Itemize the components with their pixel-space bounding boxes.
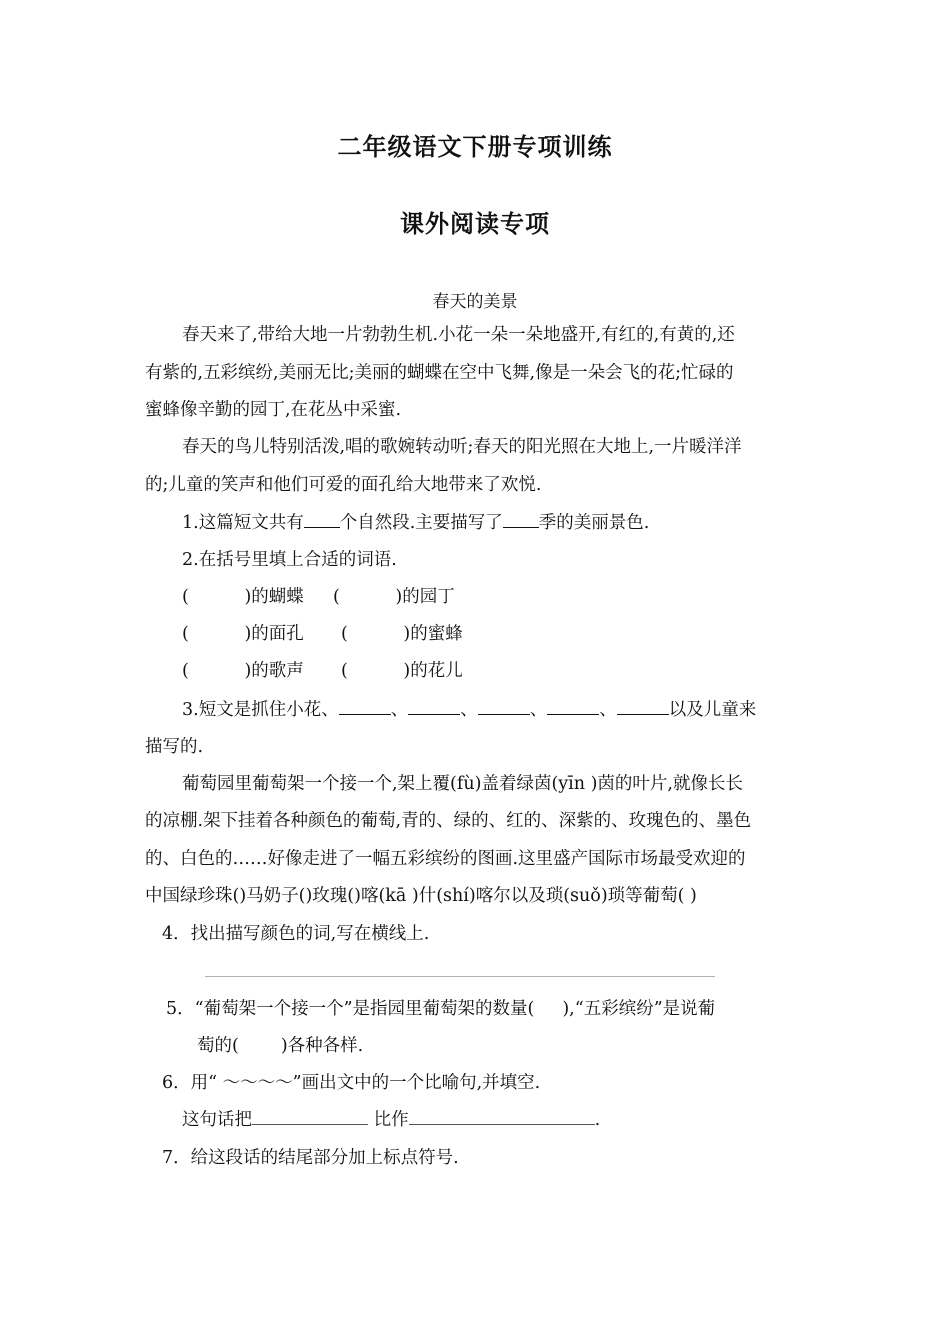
fill-word: 的园丁 [402,587,455,607]
question-6-text: . [594,1110,601,1130]
answer-blank[interactable] [478,697,530,715]
fill-pair-row [182,622,463,646]
passage2-line: 的凉棚.架下挂着各种颜色的葡萄,青的、绿的、红的、深紫的、玫瑰色的、墨色 [145,811,752,831]
question-1-text: 季的美丽景色. [538,513,650,533]
question-5-text: 5．“葡萄架一个接一个”是指园里葡萄架的数量( [166,999,535,1019]
fill-paren[interactable]: ( ) [182,624,252,644]
separator: 、 [599,700,617,720]
passage1-line: 蜜蜂像辛勤的园丁,在花丛中采蜜. [145,400,402,420]
question-1 [182,510,649,535]
passage1-line: 的;儿童的笑声和他们可爱的面孔给大地带来了欢悦. [145,475,542,495]
answer-blank[interactable] [503,510,539,528]
fill-pair-row [182,585,455,609]
answer-blank[interactable] [408,697,460,715]
question-6-text: 这句话把 [182,1110,252,1130]
answer-blank[interactable] [252,1108,368,1125]
passage1-line: 春天来了,带给大地一片勃勃生机.小花一朵一朵地盛开,有红的,有黄的,还 [182,325,735,345]
fill-word: 的蜜蜂 [410,624,463,644]
passage2-line: 的、白色的……好像走进了一幅五彩缤纷的图画.这里盛产国际市场最受欢迎的 [145,849,746,869]
question-5-text: 萄的( [197,1036,239,1056]
fill-paren[interactable]: ( ) [340,624,411,644]
fill-word: 的歌声 [251,661,304,681]
question-6-text: 比作 [373,1110,409,1130]
fill-paren[interactable]: ( ) [332,587,403,607]
question-3-text: 3.短文是抓住小花、 [182,700,339,720]
question-6-fill [182,1108,600,1132]
fill-word: 的花儿 [410,661,463,681]
answer-blank[interactable] [304,510,340,528]
answer-blank[interactable] [409,1108,595,1125]
question-3-text: 以及儿童来 [668,700,757,720]
answer-blank[interactable] [339,697,391,715]
answer-blank[interactable] [547,697,599,715]
separator: 、 [390,700,409,720]
fill-paren[interactable]: ( ) [182,661,252,681]
question-2: 2.在括号里填上合适的词语. [182,550,397,570]
fill-paren[interactable]: ( ) [340,661,411,681]
passage2-line: 中国绿珍珠()马奶子()玫瑰()喀(kā )什(shí)喀尔以及琐(suǒ)琐等葡萄( ) [145,886,697,906]
worksheet-title: 二年级语文下册专项训练 [337,133,613,161]
question-5-continued [197,1034,363,1058]
fill-paren[interactable]: ( ) [182,587,252,607]
separator: 、 [529,700,548,720]
question-4: 4．找出描写颜色的词,写在横线上. [162,924,430,944]
question-6: 6．用“ ～～～～”画出文中的一个比喻句,并填空. [162,1073,541,1093]
question-1-text: 1.这篇短文共有 [182,513,304,533]
fill-pair-row [182,659,463,683]
separator: 、 [460,700,478,720]
answer-blank[interactable] [617,697,669,715]
passage2-line: 葡萄园里葡萄架一个接一个,架上覆(fù)盖着绿茵(yīn )茵的叶片,就像长长 [182,774,743,794]
fill-word: 的蝴蝶 [251,587,304,607]
question-5 [166,997,715,1021]
question-3 [182,697,756,722]
section-title: 课外阅读专项 [400,210,550,238]
passage1-line: 有紫的,五彩缤纷,美丽无比;美丽的蝴蝶在空中飞舞,像是一朵会飞的花;忙碌的 [145,363,734,383]
question-1-text: 个自然段.主要描写了 [339,513,503,533]
question-7: 7．给这段话的结尾部分加上标点符号. [162,1148,459,1168]
answer-line[interactable] [205,976,715,977]
question-5-text: )各种各样. [280,1036,364,1056]
fill-word: 的面孔 [251,624,304,644]
passage1-line: 春天的鸟儿特别活泼,唱的歌婉转动听;春天的阳光照在大地上,一片暖洋洋 [182,437,742,457]
question-3-continued: 描写的. [145,737,204,757]
question-5-text: ),“五彩缤纷”是说葡 [562,999,716,1019]
passage-title: 春天的美景 [432,292,518,312]
